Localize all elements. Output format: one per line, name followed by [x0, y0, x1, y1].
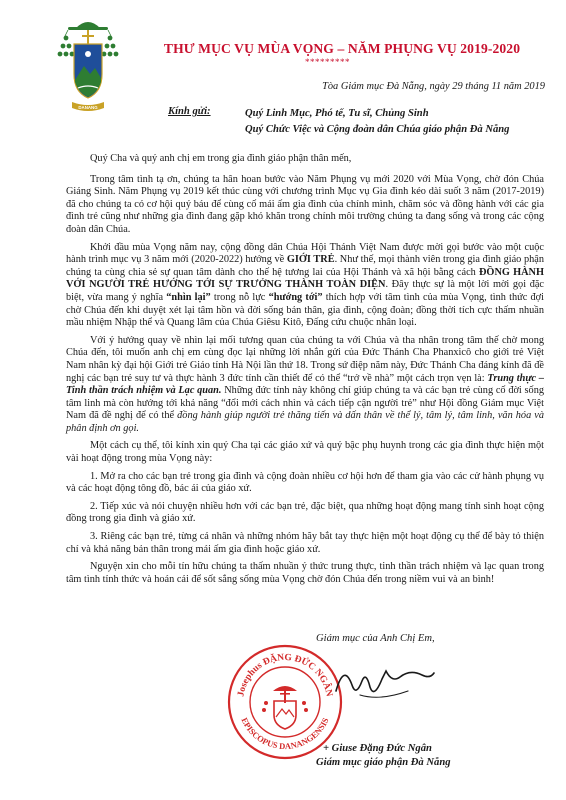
dateline: Tòa Giám mục Đà Nẵng, ngày 29 tháng 11 năm 2019 — [322, 81, 545, 92]
title-stars: ********* — [305, 57, 350, 67]
svg-text:DANANG: DANANG — [78, 105, 98, 110]
closing-line: Giám mục của Anh Chị Em, — [316, 633, 435, 644]
paragraph-4: Một cách cụ thể, tôi kính xin quý Cha tại các giáo xứ và quý bậc phụ huynh trong các gia đình thực hiện một vài hoạt động trong mùa Vọng này: — [66, 440, 544, 465]
list-item: 2. Tiếp xúc và nói chuyện nhiều hơn với các bạn trẻ, đặc biệt, qua những hoạt động mang tính sinh hoạt cộng đồng trong gia đình và giáo xứ. — [66, 500, 544, 525]
svg-text:EPISCOPUS DANANGENSIS: EPISCOPUS DANANGENSIS — [239, 716, 331, 752]
address-line-2: Quý Chức Việc và Cộng đoàn dân Chúa giáo phận Đà Nẵng — [245, 124, 510, 135]
paragraph-2: Khởi đầu mùa Vọng năm nay, cộng đồng dân Chúa Hội Thánh Việt Nam được mời gọi bước vào một cuộc hành trình mục vụ 3 năm mới (2020-2022) hướng về GIỚI TRẺ. Như thế, mọi thành viên trong gia đình giáo phận chúng ta cùng chia sẻ sự quan tâm dành cho thế hệ tương lai của Hội Thánh và xã hội bằng cách ĐỒNG HÀNH VỚI NGƯỜI TRẺ HƯỚNG TỚI SỰ TRƯỞNG THÀNH TOÀN DIỆN. Đây thực sự là một lời mời gọi đặc biệt, vừa mang ý nghĩa “nhìn lại” trong nỗ lực “hướng tới” thích hợp với tâm tình của mùa Vọng, tình thức đợi chờ Chúa đến khi duyệt xét lại tâm hồn và đời sống bản thân, gia đình, cộng đoàn; đồng thời tích cực thấm nhuần mầu nhiệm Nhập thể và Quang lâm của Chúa Giêsu Kitô, Đấng cứu chuộc nhân loại. — [66, 241, 545, 329]
paragraph-1: Trong tâm tình tạ ơn, chúng ta hân hoan bước vào Năm Phụng vụ mới 2020 với Mùa Vọng, chờ đón Chúa Giáng Sinh. Năm Phụng vụ 2019 kết thúc cùng với chương trình Mục vụ Gia đình kéo dài suốt 3 năm (2017-2019) đã cho chúng ta có cơ hội quý báu để cùng cố mái ấm gia đình của chính mình, chăm sóc và đồng hành với các gia đình trẻ cũng như những gia đình đang gặp khó khăn trong chính môi trường chúng ta đang sống và trong các cộng đoàn dân Chúa. — [66, 173, 544, 235]
paragraph-3: Với ý hướng quay về nhìn lại mối tương quan của chúng ta với Chúa và tha nhân trong tâm thế chờ mong Chúa đến, tôi muốn anh chị em cùng đọc lại những lời nhắn gửi của Đức Thánh Cha Phanxicô cho giới trẻ Việt Nam nhân kỳ đại hội Giới trẻ Giáo tỉnh Hà Nội lần thứ 18. Trong sứ điệp năm này, Đức Thánh Cha đáng kính đã đề nghị các bạn trẻ suy tư và thực hành 3 đức tính cần thiết để có thể “trở về nhà” một cách trọn vẹn là: Trung thực – Tinh thần trách nhiệm và Lạc quan. Những đức tính này không chỉ giúp chúng ta và các bạn trẻ cùng cố đời sống tâm linh mà còn hướng tới khả năng “đổi mới cách nhìn và cách tiếp cận người trẻ” như Hội đồng Giám mục Việt Nam đã đề nghị để có thể đồng hành giúp người trẻ thăng tiến và dấn thân về thể lý, tâm lý, tâm linh, văn hóa và phân định ơn gọi. — [66, 334, 545, 434]
paragraph-5: Nguyện xin cho mỗi tín hữu chúng ta thấm nhuần ý thức trung thực, tinh thần trách nhiệm và lạc quan trong tâm tình tỉnh thức và hoán cải để sốt sắng sống mùa Vọng chờ đón Chúa đến trong niềm vui và an bình! — [66, 561, 544, 585]
letter-title: THƯ MỤC VỤ MÙA VỌNG – NĂM PHỤNG VỤ 2019-2020 — [163, 41, 521, 56]
letter-body — [66, 153, 544, 591]
address-block — [245, 106, 509, 138]
coat-of-arms-icon — [54, 14, 122, 122]
list-item: 1. Mở ra cho các bạn trẻ trong gia đình và cộng đoàn nhiều cơ hội hơn để tham gia vào các cử hành phụng vụ và các hoạt động tông đồ, bác ái của giáo xứ. — [66, 470, 544, 495]
signer-name: + Giuse Đặng Đức Ngân — [323, 743, 432, 754]
svg-text:Josephus ĐẶNG ĐỨC NGÂN: Josephus ĐẶNG ĐỨC NGÂN — [236, 652, 334, 698]
list-item: 3. Riêng các bạn trẻ, từng cá nhân và những nhóm hãy bắt tay thực hiện một hoạt động cụ thể để bày tỏ thiện chí và khả năng bản thân trong mái ấm gia đình hoặc giáo xứ. — [66, 531, 544, 555]
signer-title: Giám mục giáo phận Đà Nẵng — [316, 757, 451, 768]
address-line-1: Quý Linh Mục, Phó tế, Tu sĩ, Chủng Sinh — [245, 108, 429, 119]
address-label: Kính gửi: — [168, 106, 211, 117]
handwritten-signature-icon — [330, 651, 438, 713]
greeting: Quý Cha và quý anh chị em trong gia đình giáo phận thân mến, — [90, 153, 352, 164]
